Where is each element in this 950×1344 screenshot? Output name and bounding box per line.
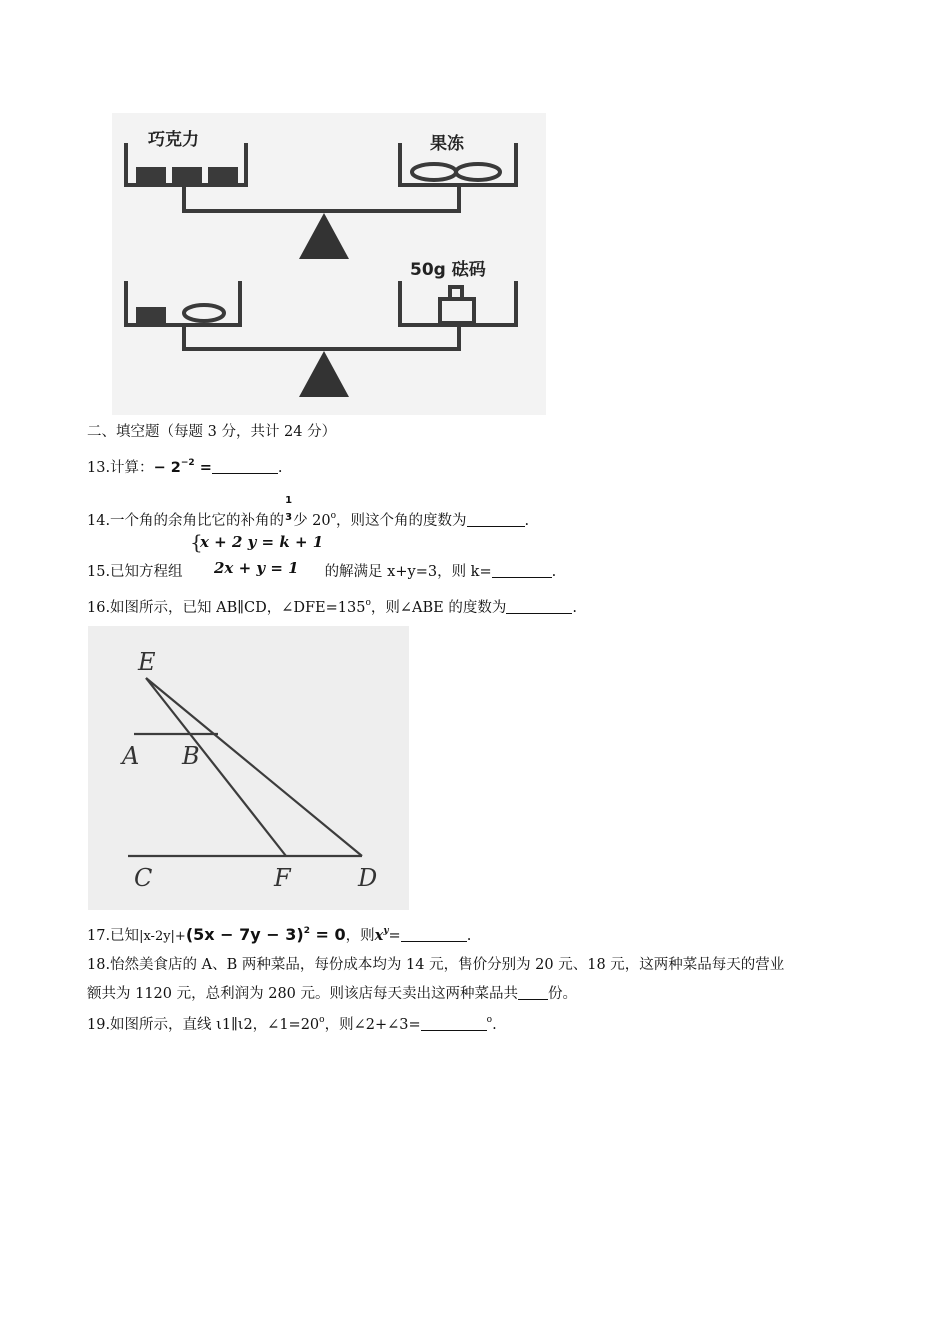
chocolate-label: 巧克力 bbox=[148, 130, 199, 150]
question-17: 17.已知$|x-2y|+(5x - 7y - 3)^2 = 0$，则$x^y=$ . bbox=[87, 925, 472, 944]
line-ED bbox=[146, 678, 362, 856]
bottom-fulcrum bbox=[299, 351, 349, 397]
question-18-line-2: 额共为 1120 元，总利润为 280 元。则该店每天卖出这两种菜品共 份。 bbox=[87, 986, 578, 1002]
question-14: 14.一个角的余角比它的补角的 1 3 少 20$^o$，则这个角的度数为 . bbox=[87, 495, 530, 529]
label-E: E bbox=[138, 648, 156, 676]
weight-label: 50g 砝码 bbox=[410, 260, 486, 280]
q14-fraction: 1 3 bbox=[285, 495, 293, 523]
balance-figure bbox=[112, 113, 546, 415]
q16-answer-blank[interactable] bbox=[506, 599, 572, 614]
q17-answer-blank[interactable] bbox=[401, 927, 467, 942]
question-13: 13.计算：− $2^{-2}$ = . bbox=[87, 458, 283, 476]
geometry-figure bbox=[88, 626, 409, 910]
balance-diagram bbox=[112, 113, 546, 415]
q15-answer-blank[interactable] bbox=[492, 563, 552, 578]
label-A: A bbox=[122, 742, 140, 770]
q15-brace: { bbox=[190, 530, 203, 554]
jelly-label: 果冻 bbox=[430, 134, 464, 154]
q13-answer-blank[interactable] bbox=[212, 459, 278, 474]
question-18-line-1: 18.怡然美食店的 A、B 两种菜品，每份成本均为 14 元，售价分别为 20 元、18 元，这两种菜品每天的营业 bbox=[87, 957, 785, 973]
question-16: 16.如图所示，已知 AB∥CD，$\angle DFE=135^o$，则∠ABE 的度数为 . bbox=[87, 598, 577, 616]
weight-block bbox=[440, 287, 474, 323]
label-D: D bbox=[358, 864, 378, 892]
q15-equation-1: x + 2 y = k + 1 bbox=[200, 533, 324, 551]
q14-answer-blank[interactable] bbox=[467, 512, 525, 527]
top-fulcrum bbox=[299, 213, 349, 259]
q19-answer-blank[interactable] bbox=[421, 1016, 487, 1031]
q18-answer-blank[interactable] bbox=[518, 985, 548, 1000]
question-19: 19.如图所示，直线 ι1∥ι2，$\angle 1=20^o$，则∠2+∠3= $^o$. bbox=[87, 1015, 497, 1033]
chocolate-blocks bbox=[136, 167, 238, 323]
section-title: 二、填空题（每题 3 分，共计 24 分） bbox=[87, 424, 337, 440]
label-C: C bbox=[134, 864, 153, 892]
question-15: 15.已知方程组 的解满足 x+y=3，则 k= . bbox=[87, 564, 557, 580]
label-F: F bbox=[274, 864, 291, 892]
label-B: B bbox=[182, 742, 200, 770]
q13-expression: − $2^{-2}$ = bbox=[153, 458, 212, 476]
q13-prefix: 13.计算： bbox=[87, 460, 154, 476]
line-EF bbox=[146, 678, 286, 856]
q17-power: $x^y$ bbox=[374, 926, 389, 944]
parallel-lines-diagram bbox=[88, 626, 409, 910]
bottom-beam bbox=[184, 325, 459, 349]
q15-equation-2: 2x + y = 1 bbox=[214, 559, 299, 577]
q17-expression: $(5x - 7y - 3)^2 = 0$ bbox=[185, 925, 346, 944]
top-beam bbox=[184, 185, 459, 211]
